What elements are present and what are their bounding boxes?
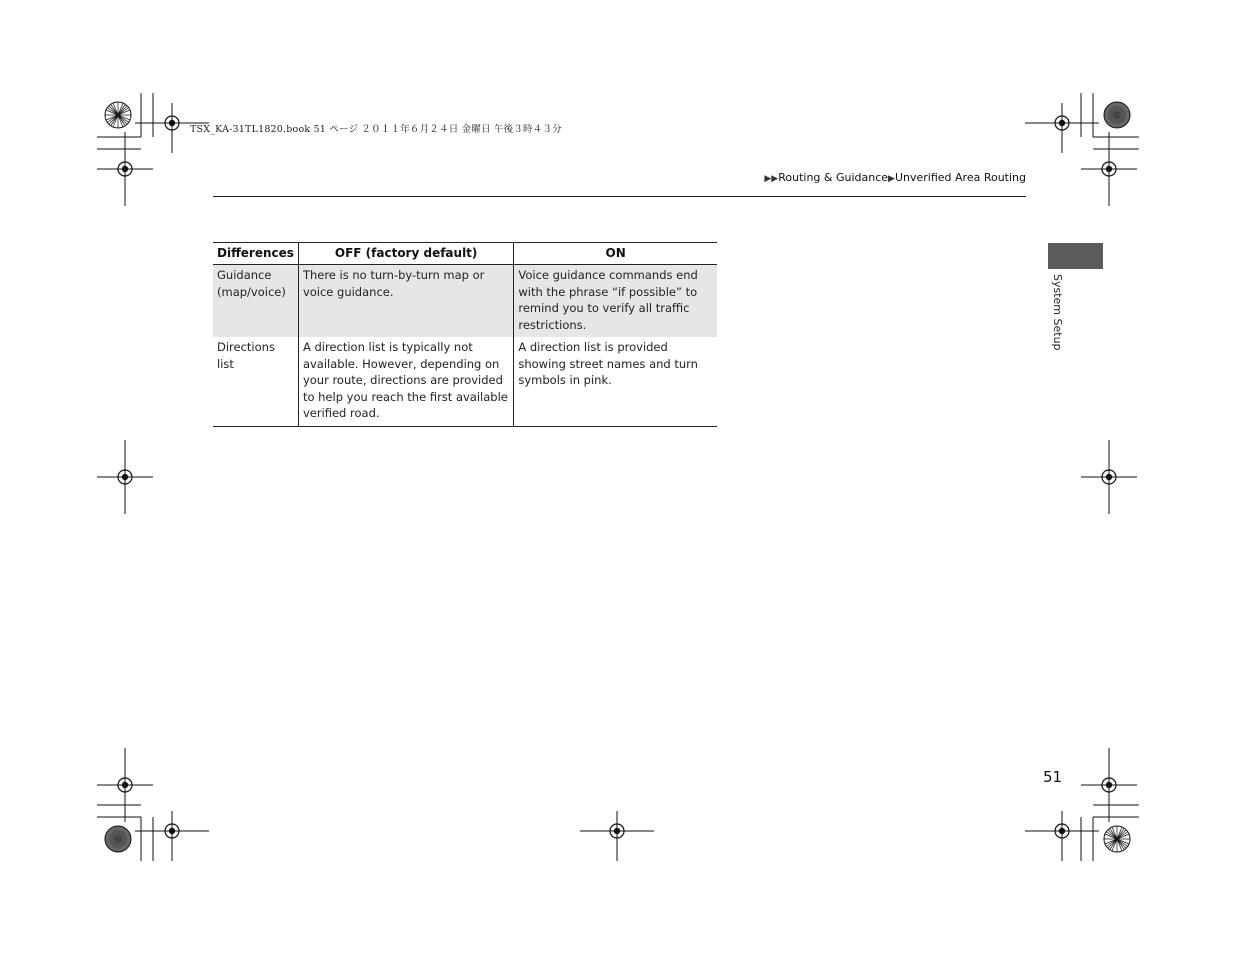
table-row xyxy=(213,265,717,338)
breadcrumb xyxy=(764,171,1026,184)
header-off: OFF (factory default) xyxy=(298,243,513,265)
section-tab-label: System Setup xyxy=(1051,274,1064,351)
header-rule xyxy=(213,196,1026,197)
breadcrumb-topic[interactable]: Unverified Area Routing xyxy=(894,171,1026,184)
breadcrumb-section[interactable]: Routing & Guidance xyxy=(778,171,889,184)
print-info-line: TSX_KA-31TL1820.book 51 ページ ２０１１年６月２４日 金曜日 午後３時４３分 xyxy=(190,124,562,135)
table-row xyxy=(213,337,717,426)
row-on-cell: A direction list is provided showing street names and turn symbols in pink. xyxy=(514,337,717,426)
breadcrumb-separator-icon: ▶ xyxy=(888,174,895,184)
header-on: ON xyxy=(514,243,717,265)
differences-table xyxy=(213,242,717,427)
header-differences: Differences xyxy=(213,243,298,265)
row-off-cell: A direction list is typically not available. However, depending on your route, directions are provided to help you reach the first available verified road. xyxy=(298,337,513,426)
page-number: 51 xyxy=(1043,768,1063,786)
row-difference-cell: Guidance (map/voice) xyxy=(213,265,298,338)
row-difference-cell: Directions list xyxy=(213,337,298,426)
row-on-cell: Voice guidance commands end with the phrase “if possible” to remind you to verify all traffic restrictions. xyxy=(514,265,717,338)
section-tab[interactable] xyxy=(1048,243,1103,269)
breadcrumb-arrow-icon: ▶▶ xyxy=(764,174,779,184)
row-off-cell: There is no turn-by-turn map or voice guidance. xyxy=(298,265,513,338)
table-header-row xyxy=(213,243,717,265)
